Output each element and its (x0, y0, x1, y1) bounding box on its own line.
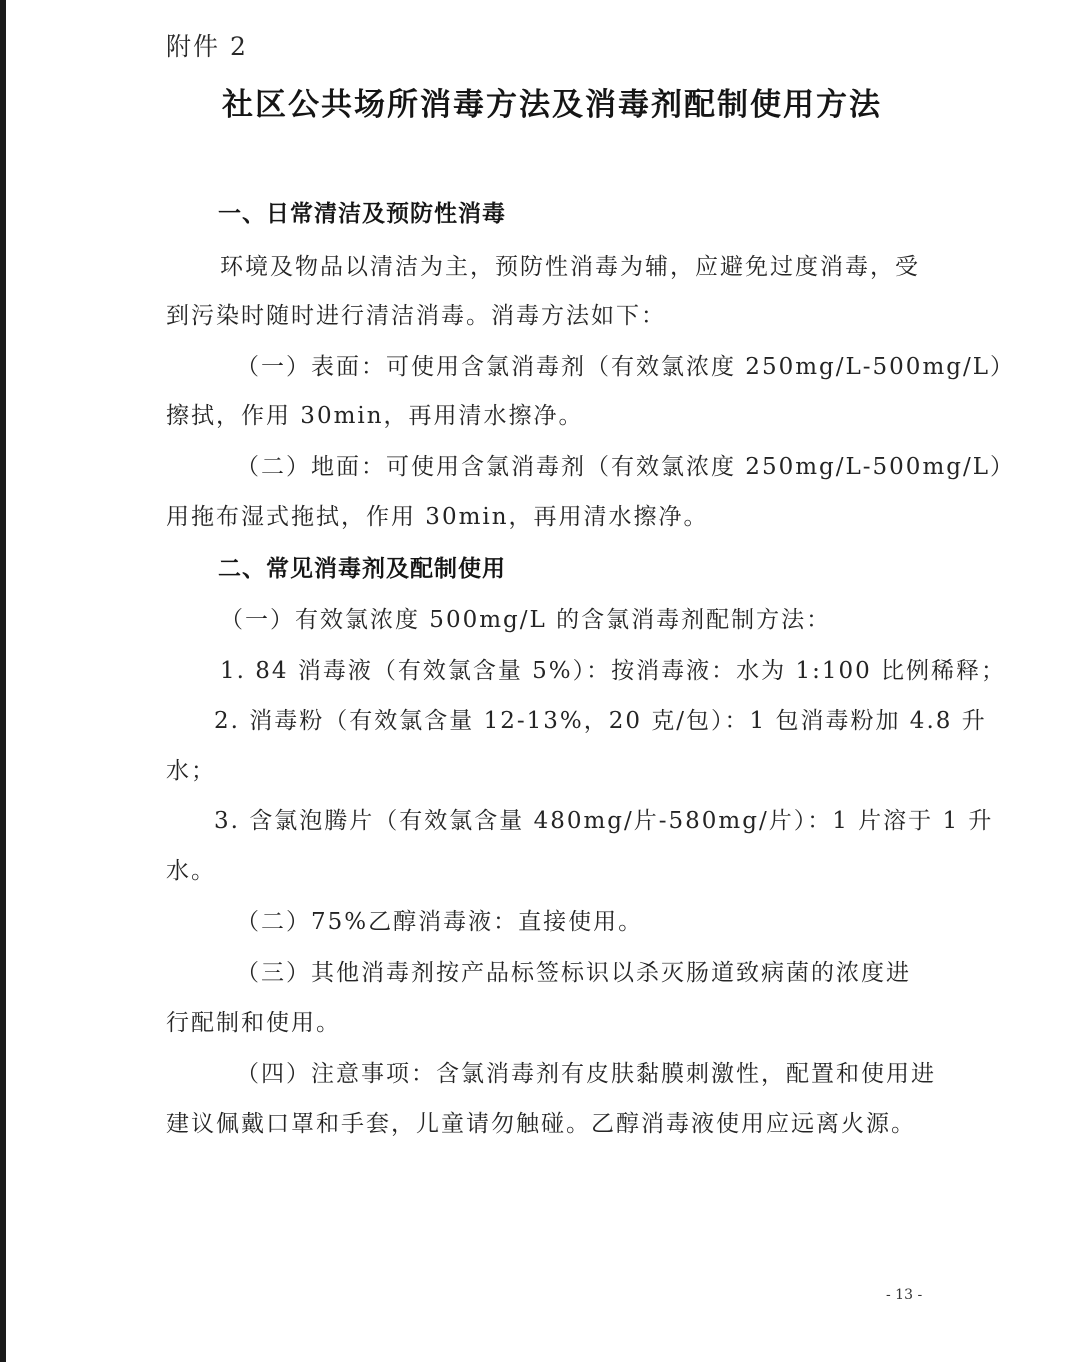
page-number: - 13 - (886, 1287, 923, 1303)
floor-item-line-1: （二）地面：可使用含氯消毒剂（有效氯浓度 250mg/L-500mg/L） (236, 454, 1015, 480)
precautions-line-2: 建议佩戴口罩和手套，儿童请勿触碰。乙醇消毒液使用应远离火源。 (166, 1111, 916, 1137)
point-2-powder-line-1: 2. 消毒粉（有效氯含量 12-13%，20 克/包）：1 包消毒粉加 4.8 升 (214, 708, 987, 734)
section-1-paragraph-line-2: 到污染时随时进行清洁消毒。消毒方法如下： (166, 303, 666, 329)
scan-left-edge (0, 0, 6, 1362)
section-1-heading: 一、日常清洁及预防性消毒 (218, 201, 506, 227)
chlorine-prep-subheading: （一）有效氯浓度 500mg/L 的含氯消毒剂配制方法： (220, 607, 832, 633)
section-2-heading: 二、常见消毒剂及配制使用 (218, 556, 506, 582)
surface-item-line-2: 擦拭，作用 30min，再用清水擦净。 (166, 403, 584, 429)
document-title: 社区公共场所消毒方法及消毒剂配制使用方法 (222, 87, 882, 123)
other-disinfectants-line-1: （三）其他消毒剂按产品标签标识以杀灭肠道致病菌的浓度进 (236, 960, 911, 986)
precautions-line-1: （四）注意事项：含氯消毒剂有皮肤黏膜刺激性，配置和使用进 (236, 1061, 936, 1087)
ethanol-subheading: （二）75%乙醇消毒液：直接使用。 (236, 909, 644, 935)
point-3-tablet-line-1: 3. 含氯泡腾片（有效氯含量 480mg/片-580mg/片）：1 片溶于 1 升 (214, 808, 994, 834)
floor-item-line-2: 用拖布湿式拖拭，作用 30min，再用清水擦净。 (166, 504, 709, 530)
point-1-84-disinfectant: 1. 84 消毒液（有效氯含量 5%）：按消毒液：水为 1:100 比例稀释； (220, 658, 1007, 684)
point-2-powder-line-2: 水； (166, 758, 216, 784)
point-3-tablet-line-2: 水。 (166, 858, 216, 884)
other-disinfectants-line-2: 行配制和使用。 (166, 1010, 341, 1036)
attachment-label: 附件 2 (166, 32, 248, 61)
surface-item-line-1: （一）表面：可使用含氯消毒剂（有效氯浓度 250mg/L-500mg/L） (236, 354, 1015, 380)
section-1-paragraph-line-1: 环境及物品以清洁为主，预防性消毒为辅，应避免过度消毒，受 (220, 254, 920, 280)
